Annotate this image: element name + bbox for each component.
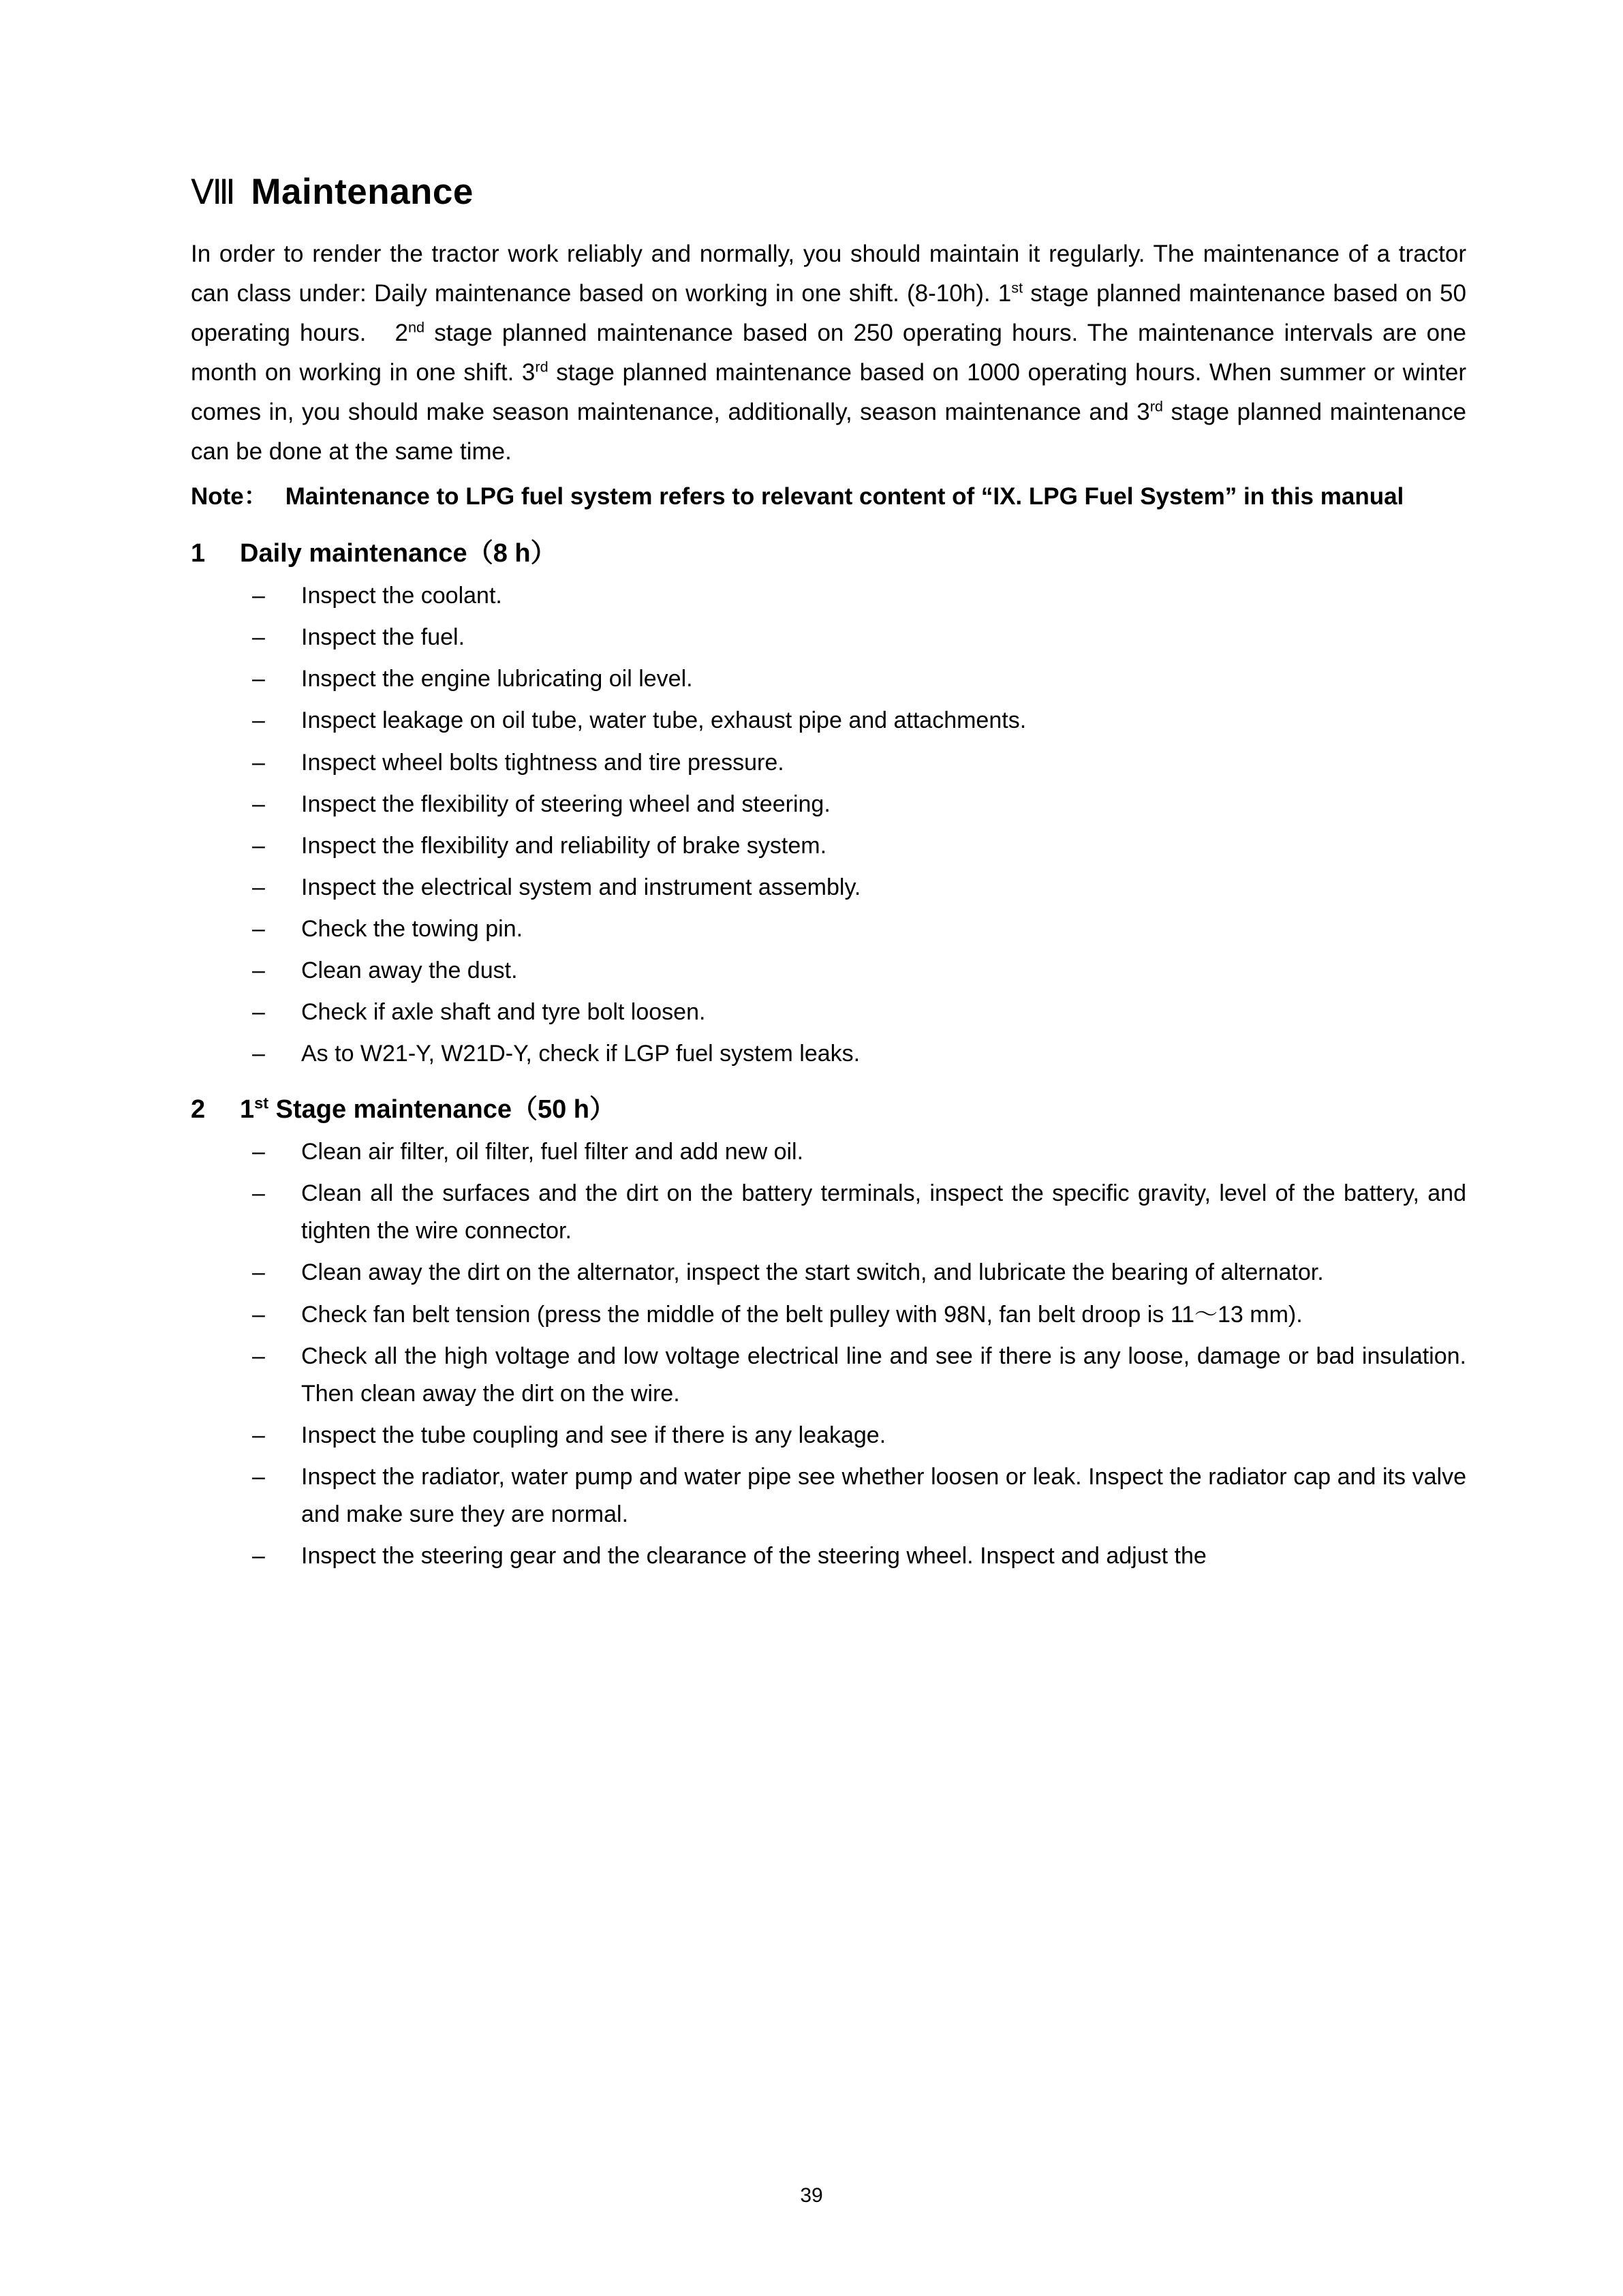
list-item [252,869,1466,906]
list-item [252,1296,1466,1334]
list-item [252,1175,1466,1250]
list-item-text: Check the towing pin. [301,915,523,942]
dash-marker: – [252,1301,265,1328]
list-item [252,1417,1466,1454]
list-item-text: Check if axle shaft and tyre bolt loosen. [301,999,706,1026]
dash-marker: – [252,1542,265,1569]
list-item-text: Clean away the dirt on the alternator, inspect the start switch, and lubricate the bearing of alternator. [301,1259,1324,1286]
list-item-text: Clean away the dust. [301,957,518,983]
list-item [252,744,1466,782]
section-1-number: 1 [191,539,206,568]
list-item-text: Clean all the surfaces and the dirt on the battery terminals, inspect the specific gravity, level of the battery, and tighten the wire connector. [301,1180,1466,1244]
list-item [252,1338,1466,1413]
page-title [191,170,1466,214]
dash-marker: – [252,1259,265,1286]
section-1 [191,532,1466,1073]
dash-marker: – [252,1343,265,1369]
list-item [252,786,1466,823]
list-item [252,1035,1466,1073]
list-item [252,577,1466,615]
list-item-text: Inspect the radiator, water pump and water pipe see whether loosen or leak. Inspect the radiator cap and its valve and make sure they are normal. [301,1463,1466,1527]
section-2-number: 2 [191,1095,206,1124]
list-item-text: Inspect the engine lubricating oil level. [301,666,693,692]
dash-marker: – [252,999,265,1026]
chapter-title-text: Maintenance [251,172,474,212]
dash-marker: – [252,791,265,817]
section-2-title: 1st Stage maintenance（50 h） [240,1094,616,1124]
section-2-heading [191,1088,1466,1125]
intro-paragraph: In order to render the tractor work reliably and normally, you should maintain it regularly. The maintenance of a tractor can class under: Daily maintenance based on working in one shift. (8-10h). 1st stage planned maintenance based on 50 operating hours. 2nd stage planned maintenance based on 250 operating hours. The maintenance intervals are one month on working in one shift. 3rd stage planned maintenance based on 1000 operating hours. When summer or winter comes in, you should make season maintenance, additionally, season maintenance and 3rd stage planned maintenance can be done at the same time. [191,240,1467,465]
list-item-text: Check fan belt tension (press the middle of the belt pulley with 98N, fan belt droop is 11～13 mm). [301,1301,1303,1328]
dash-marker: – [252,1041,265,1067]
dash-marker: – [252,749,265,776]
section-2 [191,1088,1466,1575]
section-1-title: Daily maintenance（8 h） [240,539,557,568]
list-item [252,1458,1466,1533]
list-item-text: Inspect the electrical system and instrument assembly. [301,874,861,900]
section-1-heading [191,532,1466,569]
dash-marker: – [252,666,265,692]
chapter-numeral: Ⅷ [191,172,236,212]
list-item [252,1254,1466,1291]
list-item [252,827,1466,865]
list-item [252,1133,1466,1171]
list-item-text: Inspect the flexibility and reliability of brake system. [301,832,827,859]
list-item-text: Check all the high voltage and low voltage electrical line and see if there is any loose, damage or bad insulation. Then clean away the dirt on the wire. [301,1343,1466,1407]
list-item [252,910,1466,948]
dash-marker: – [252,1139,265,1165]
list-item-text: Inspect the flexibility of steering wheel and steering. [301,791,831,817]
dash-marker: – [252,915,265,942]
note-label: Note： [191,483,268,510]
page-number: 39 [800,2184,823,2207]
dash-marker: – [252,707,265,734]
list-item-text: Inspect the tube coupling and see if there is any leakage. [301,1422,886,1448]
list-item-text: Clean air filter, oil filter, fuel filter and add new oil. [301,1139,804,1165]
list-item [252,702,1466,739]
list-item [252,660,1466,698]
list-item-text: Inspect the fuel. [301,624,465,651]
note-text: Maintenance to LPG fuel system refers to relevant content of “IX. LPG Fuel System” in this manual [285,483,1404,510]
note-paragraph [191,477,1466,517]
dash-marker: – [252,874,265,900]
list-item-text: As to W21-Y, W21D-Y, check if LGP fuel system leaks. [301,1041,861,1067]
list-item-text: Inspect the coolant. [301,583,502,609]
dash-marker: – [252,1180,265,1207]
list-item [252,994,1466,1031]
dash-marker: – [252,583,265,609]
list-item-text: Inspect wheel bolts tightness and tire pressure. [301,749,784,776]
list-item [252,1537,1466,1575]
dash-marker: – [252,957,265,983]
dash-marker: – [252,624,265,651]
dash-marker: – [252,1422,265,1448]
list-item-text: Inspect leakage on oil tube, water tube, exhaust pipe and attachments. [301,707,1027,734]
dash-marker: – [252,832,265,859]
list-item [252,952,1466,990]
list-item [252,619,1466,656]
section-1-list [191,577,1466,1073]
list-item-text: Inspect the steering gear and the clearance of the steering wheel. Inspect and adjust the [301,1542,1207,1569]
section-2-list [191,1133,1466,1575]
dash-marker: – [252,1463,265,1490]
